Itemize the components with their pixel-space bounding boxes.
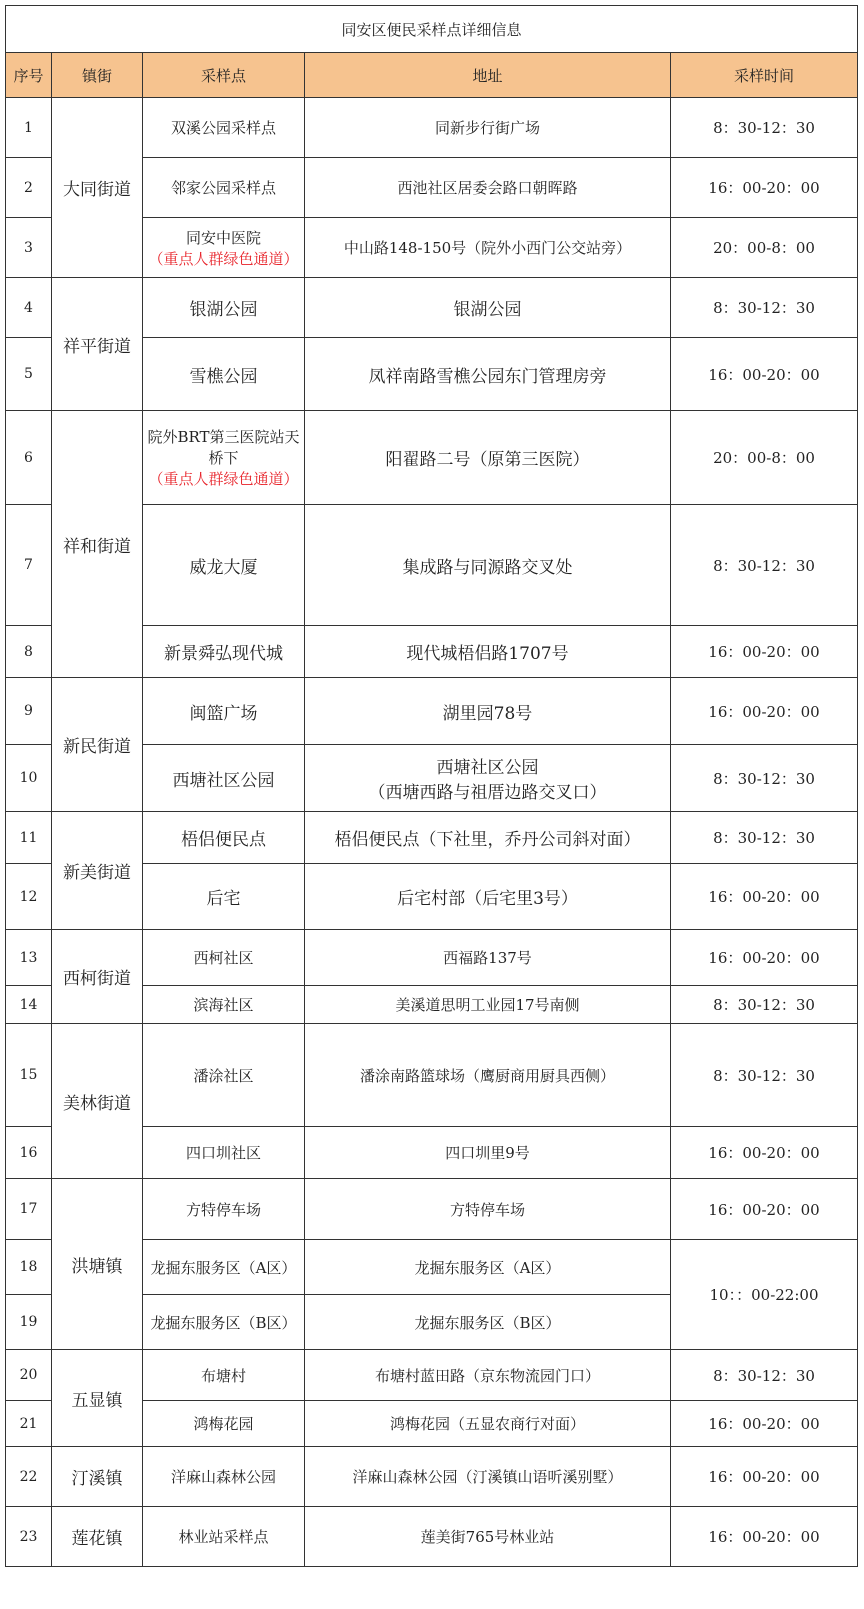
time-cell: 8：30-12：30 <box>671 98 858 158</box>
address-line: 现代城梧侣路1707号 <box>406 644 569 664</box>
site-cell <box>143 338 305 411</box>
address-line: 方特停车场 <box>449 1200 525 1219</box>
site-name: 布塘村 <box>200 1366 246 1385</box>
site-name: 鸿梅花园 <box>193 1415 254 1433</box>
town-cell: 五显镇 <box>52 1350 143 1447</box>
table-row <box>6 1447 858 1507</box>
address-line: 龙掘东服务区（B区） <box>414 1313 561 1332</box>
site-name: 邻家公园采样点 <box>170 179 276 197</box>
row-number: 23 <box>6 1507 52 1567</box>
time-cell: 16：00-20：00 <box>671 338 858 411</box>
header-row <box>6 53 858 98</box>
table-row <box>6 1179 858 1240</box>
town-cell: 大同街道 <box>52 98 143 278</box>
site-name: 银湖公园 <box>189 300 258 320</box>
time-cell: 20：00-8：00 <box>671 411 858 505</box>
site-cell <box>143 1401 305 1447</box>
sampling-sites-table <box>5 5 858 1567</box>
town-cell: 西柯街道 <box>52 930 143 1024</box>
site-cell <box>143 864 305 930</box>
table-row <box>6 930 858 986</box>
site-name: 雪樵公园 <box>189 366 258 387</box>
address-line: 阳翟路二号（原第三医院） <box>385 450 590 470</box>
address-cell <box>305 1447 671 1507</box>
table-row <box>6 98 858 158</box>
address-cell <box>305 1240 671 1295</box>
site-cell <box>143 1447 305 1507</box>
row-number: 6 <box>6 411 52 505</box>
site-cell <box>143 1350 305 1401</box>
row-number: 3 <box>6 218 52 278</box>
row-number: 22 <box>6 1447 52 1507</box>
row-number: 21 <box>6 1401 52 1447</box>
site-cell <box>143 678 305 745</box>
address-line: 西池社区居委会路口朝晖路 <box>397 179 578 197</box>
town-cell: 汀溪镇 <box>52 1447 143 1507</box>
row-number: 8 <box>6 626 52 678</box>
address-line: 洋麻山森林公园（汀溪镇山语听溪别墅） <box>352 1468 623 1486</box>
site-cell <box>143 218 305 278</box>
row-number: 10 <box>6 745 52 812</box>
site-name: 洋麻山森林公园 <box>170 1468 276 1486</box>
address-cell <box>305 930 671 986</box>
site-name: 闽篮广场 <box>189 703 258 724</box>
title-row <box>6 6 858 53</box>
address-cell <box>305 1024 671 1127</box>
address-cell <box>305 411 671 505</box>
row-number: 15 <box>6 1024 52 1127</box>
row-number: 4 <box>6 278 52 338</box>
address-line: 鸿梅花园（五显农商行对面） <box>389 1415 585 1433</box>
row-number: 5 <box>6 338 52 411</box>
time-cell: 10：：00-22:00 <box>671 1240 858 1350</box>
table-row <box>6 411 858 505</box>
address-line: 集成路与同源路交叉处 <box>402 557 573 578</box>
town-cell: 莲花镇 <box>52 1507 143 1567</box>
site-cell <box>143 505 305 626</box>
time-cell: 16：00-20：00 <box>671 1447 858 1507</box>
address-line: 美溪道思明工业园17号南侧 <box>395 996 580 1014</box>
site-cell <box>143 158 305 218</box>
time-cell: 16：00-20：00 <box>671 1401 858 1447</box>
time-cell: 16：00-20：00 <box>671 930 858 986</box>
time-cell: 16：00-20：00 <box>671 1179 858 1240</box>
address-cell <box>305 1401 671 1447</box>
table-row <box>6 678 858 745</box>
time-cell: 8：30-12：30 <box>671 745 858 812</box>
header-site: 采样点 <box>143 53 305 98</box>
time-cell: 16：00-20：00 <box>671 678 858 745</box>
header-time: 采样时间 <box>671 53 858 98</box>
site-cell <box>143 1024 305 1127</box>
time-cell: 16：00-20：00 <box>671 158 858 218</box>
site-cell <box>143 812 305 864</box>
address-cell <box>305 218 671 278</box>
address-line: 银湖公园 <box>453 300 522 320</box>
address-cell <box>305 505 671 626</box>
site-name: 新景舜弘现代城 <box>164 644 283 664</box>
priority-channel-note: （重点人群绿色通道） <box>148 249 299 268</box>
site-name: 林业站采样点 <box>178 1528 269 1546</box>
address-line: 中山路148-150号（院外小西门公交站旁） <box>343 239 632 257</box>
time-cell: 16：00-20：00 <box>671 1127 858 1179</box>
row-number: 13 <box>6 930 52 986</box>
row-number: 1 <box>6 98 52 158</box>
site-cell <box>143 626 305 678</box>
site-name: 双溪公园采样点 <box>170 119 276 137</box>
address-cell <box>305 158 671 218</box>
address-line: 潘涂南路篮球场（鹰厨商用厨具西侧） <box>359 1066 615 1085</box>
sampling-sites-sheet <box>5 5 857 1567</box>
site-cell <box>143 1240 305 1295</box>
time-cell: 16：00-20：00 <box>671 626 858 678</box>
site-name: 四口圳社区 <box>185 1144 261 1162</box>
time-cell: 8：30-12：30 <box>671 1024 858 1127</box>
time-cell: 8：30-12：30 <box>671 986 858 1024</box>
address-line: 后宅村部（后宅里3号） <box>397 889 578 909</box>
time-cell: 8：30-12：30 <box>671 1350 858 1401</box>
table-row <box>6 1024 858 1127</box>
row-number: 2 <box>6 158 52 218</box>
site-cell <box>143 1179 305 1240</box>
address-line: 龙掘东服务区（A区） <box>414 1258 561 1277</box>
time-cell: 16：00-20：00 <box>671 1507 858 1567</box>
site-name: 滨海社区 <box>193 996 254 1014</box>
table-row <box>6 812 858 864</box>
site-cell <box>143 745 305 812</box>
time-cell: 8：30-12：30 <box>671 812 858 864</box>
address-cell <box>305 278 671 338</box>
site-name: 方特停车场 <box>185 1200 261 1219</box>
site-cell <box>143 1127 305 1179</box>
time-cell: 20：00-8：00 <box>671 218 858 278</box>
site-name: 威龙大厦 <box>189 557 258 578</box>
address-line: 四口圳里9号 <box>445 1144 530 1162</box>
row-number: 7 <box>6 505 52 626</box>
site-name: 西柯社区 <box>193 949 254 967</box>
site-cell <box>143 98 305 158</box>
row-number: 11 <box>6 812 52 864</box>
address-cell <box>305 626 671 678</box>
site-name: 西塘社区公园 <box>172 770 275 791</box>
address-cell <box>305 98 671 158</box>
table-row <box>6 1507 858 1567</box>
address-cell <box>305 864 671 930</box>
priority-channel-note: （重点人群绿色通道） <box>148 470 299 488</box>
site-cell <box>143 930 305 986</box>
row-number: 16 <box>6 1127 52 1179</box>
address-cell <box>305 1179 671 1240</box>
town-cell: 新民街道 <box>52 678 143 812</box>
table-title: 同安区便民采样点详细信息 <box>6 6 858 53</box>
row-number: 12 <box>6 864 52 930</box>
row-number: 14 <box>6 986 52 1024</box>
site-name: 龙掘东服务区（B区） <box>150 1313 297 1332</box>
address-cell <box>305 986 671 1024</box>
town-cell: 新美街道 <box>52 812 143 930</box>
site-cell <box>143 1507 305 1567</box>
row-number: 18 <box>6 1240 52 1295</box>
address-cell <box>305 745 671 812</box>
row-number: 19 <box>6 1295 52 1350</box>
address-line: 湖里园78号 <box>442 703 533 724</box>
table-row <box>6 1350 858 1401</box>
header-town: 镇街 <box>52 53 143 98</box>
address-line: 莲美街765号林业站 <box>420 1528 555 1546</box>
address-line: 西塘社区公园 <box>436 758 539 778</box>
site-cell <box>143 1295 305 1350</box>
time-cell: 16：00-20：00 <box>671 864 858 930</box>
town-cell: 洪塘镇 <box>52 1179 143 1350</box>
table-row <box>6 278 858 338</box>
site-name: 同安中医院 <box>185 228 261 247</box>
site-name: 潘涂社区 <box>193 1066 254 1085</box>
time-cell: 8：30-12：30 <box>671 505 858 626</box>
site-name: 院外BRT第三医院站天桥下 <box>147 428 300 467</box>
address-cell <box>305 338 671 411</box>
site-name: 梧侣便民点 <box>181 830 266 850</box>
address-line: 梧侣便民点（下社里，乔丹公司斜对面） <box>334 830 641 850</box>
address-line: 布塘村蓝田路（京东物流园门口） <box>374 1366 600 1385</box>
address-line: 西福路137号 <box>443 949 532 967</box>
time-cell: 8：30-12：30 <box>671 278 858 338</box>
header-address: 地址 <box>305 53 671 98</box>
address-line: 凤祥南路雪樵公园东门管理房旁 <box>368 366 607 387</box>
site-name: 后宅 <box>206 889 241 909</box>
row-number: 20 <box>6 1350 52 1401</box>
town-cell: 祥平街道 <box>52 278 143 411</box>
site-cell <box>143 411 305 505</box>
town-cell: 祥和街道 <box>52 411 143 678</box>
row-number: 9 <box>6 678 52 745</box>
address-cell <box>305 1127 671 1179</box>
site-name: 龙掘东服务区（A区） <box>150 1258 297 1277</box>
address-cell <box>305 1507 671 1567</box>
header-no: 序号 <box>6 53 52 98</box>
town-cell: 美林街道 <box>52 1024 143 1179</box>
address-cell <box>305 678 671 745</box>
address-line: 同新步行街广场 <box>434 119 540 137</box>
address-cell <box>305 1295 671 1350</box>
row-number: 17 <box>6 1179 52 1240</box>
address-cell <box>305 812 671 864</box>
address-line-2: （西塘西路与祖厝边路交叉口） <box>368 783 607 803</box>
site-cell <box>143 278 305 338</box>
site-cell <box>143 986 305 1024</box>
address-cell <box>305 1350 671 1401</box>
